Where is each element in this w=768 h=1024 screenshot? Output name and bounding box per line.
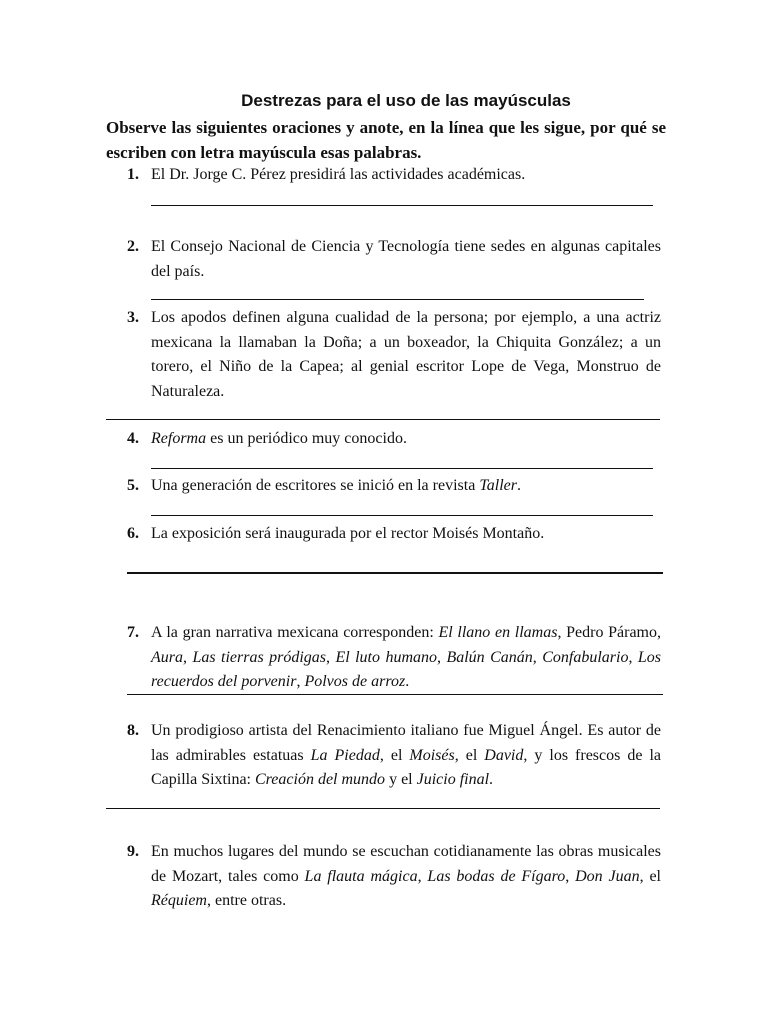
text-run: , el	[639, 867, 661, 885]
answer-line-2[interactable]	[151, 299, 644, 300]
text-run: ,	[628, 648, 638, 666]
italic-title: David	[484, 746, 524, 764]
item-text	[151, 309, 661, 400]
italic-title: El luto humano	[335, 648, 437, 666]
italic-title: La flauta mágica	[304, 867, 418, 885]
text-run: ,	[417, 867, 428, 885]
item-number: 6.	[127, 525, 139, 542]
item-number: 5.	[127, 477, 139, 494]
text-run: ,	[326, 648, 336, 666]
item-2	[127, 235, 661, 284]
item-number: 2.	[127, 238, 139, 255]
text-run: La exposición será inaugurada por el rector Moisés Montaño.	[151, 525, 545, 542]
item-text	[151, 430, 407, 447]
italic-title: Las bodas de Fígaro	[427, 867, 566, 885]
italic-title: Don Juan	[575, 867, 640, 885]
item-text	[151, 843, 661, 909]
item-6	[127, 522, 661, 547]
item-7	[127, 621, 661, 695]
italic-title: El llano en llamas	[438, 624, 558, 641]
item-text	[151, 477, 521, 494]
italic-title: Los recuerdos del porvenir	[151, 648, 661, 690]
item-text	[151, 722, 661, 788]
text-run: .	[516, 477, 521, 494]
answer-line-6[interactable]	[127, 572, 663, 574]
item-8	[127, 719, 662, 793]
text-run: ,	[296, 673, 305, 690]
text-run: es un periódico muy conocido.	[206, 430, 407, 447]
text-run: .	[489, 771, 494, 788]
item-5	[127, 474, 661, 499]
italic-title: Réquiem	[151, 892, 207, 909]
text-run: En muchos lugares del mundo se escuchan cotidianamente las obras musicales de Mozart, tales como	[151, 843, 661, 885]
page-title: Destrezas para el uso de las mayúsculas	[241, 91, 571, 110]
item-1	[127, 163, 661, 188]
text-run: El Consejo Nacional de Ciencia y Tecnología tiene sedes en algunas capitales del país.	[151, 238, 661, 280]
italic-title: Polvos de arroz	[304, 673, 406, 690]
item-text	[151, 624, 661, 690]
text-run: , y los frescos de la Capilla Sixtina:	[151, 746, 662, 788]
text-run: ,	[532, 648, 543, 666]
text-run: y el	[385, 771, 417, 788]
item-3	[127, 306, 661, 404]
text-run: , el	[454, 746, 485, 764]
italic-title: Moisés	[409, 746, 455, 764]
text-run: ,	[565, 867, 576, 885]
answer-line-3[interactable]	[106, 419, 660, 420]
text-run: A la gran narrativa mexicana corresponden:	[151, 624, 439, 641]
italic-title: Creación del mundo	[255, 771, 386, 788]
text-run: Una generación de escritores se inició en la revista	[151, 477, 480, 494]
italic-title: Reforma	[151, 430, 207, 447]
text-run: .	[405, 673, 410, 690]
text-run: , Pedro Páramo,	[557, 624, 661, 641]
text-run: ,	[437, 648, 447, 666]
item-4	[127, 427, 661, 452]
item-number: 4.	[127, 430, 139, 447]
text-run: Un prodigioso artista del Renacimiento italiano fue Miguel Ángel. Es autor de las admirables estatuas	[151, 722, 661, 764]
item-number: 8.	[127, 722, 139, 739]
italic-title: Confabulario	[542, 648, 629, 666]
text-run: Los apodos definen alguna cualidad de la persona; por ejemplo, a una actriz mexicana la llamaban la Doña; a un boxeador, la Chiquita González; a un torero, el Niño de la Capea; al genial escritor Lope de Vega, Monstruo de Naturaleza.	[151, 309, 661, 400]
answer-line-4[interactable]	[151, 468, 653, 469]
item-9	[127, 840, 661, 914]
italic-title: Taller	[479, 477, 517, 494]
italic-title: Juicio final	[416, 771, 490, 788]
instructions: Observe las siguientes oraciones y anote, en la línea que les sigue, por qué se escriben con letra mayúscula esas palabras.	[106, 118, 666, 162]
item-number: 7.	[127, 624, 139, 641]
text-run: , entre otras.	[206, 892, 287, 909]
answer-line-1[interactable]	[151, 205, 653, 206]
item-number: 9.	[127, 843, 139, 860]
answer-line-7[interactable]	[127, 694, 663, 695]
italic-title: Las tierras pródigas	[192, 648, 327, 666]
italic-title: Balún Canán	[446, 648, 533, 666]
item-text	[151, 525, 544, 542]
italic-title: La Piedad	[310, 746, 380, 764]
text-run: El Dr. Jorge C. Pérez presidirá las actividades académicas.	[151, 166, 526, 183]
item-number: 1.	[127, 166, 139, 183]
text-run: ,	[183, 648, 193, 666]
italic-title: Aura	[151, 648, 183, 666]
item-text	[151, 166, 525, 183]
item-number: 3.	[127, 309, 139, 326]
answer-line-8[interactable]	[106, 808, 660, 809]
item-text	[151, 238, 661, 280]
text-run: , el	[379, 746, 410, 764]
answer-line-5[interactable]	[151, 515, 653, 516]
